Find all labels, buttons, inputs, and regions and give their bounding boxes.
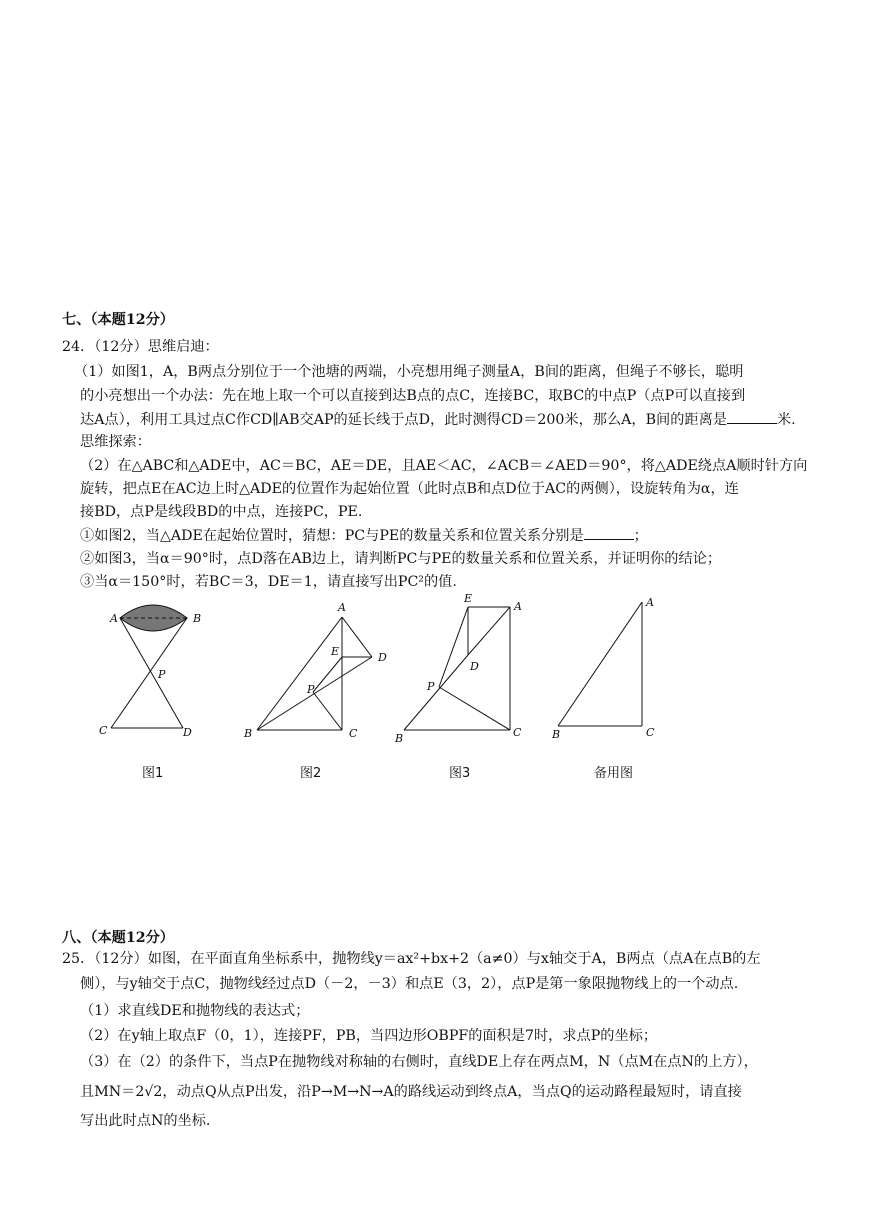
fig4-label-c: C [646,726,655,739]
q24-line-9-suffix: ； [633,528,648,544]
figure-3 [390,590,540,750]
fig1-label-p: P [158,668,166,681]
fig2-label-a: A [338,601,346,614]
q24-line-1: 24．（12分）思维启迪： [62,339,219,355]
fig2-label-d: D [378,651,387,664]
fig2-label-p: P [307,683,315,696]
caption-figure-1: 图1 [142,766,164,781]
fig3-label-p: P [427,680,435,693]
q24-line-9-text: ①如图2，当△ADE在起始位置时，猜想：PC与PE的数量关系和位置关系分别是 [80,528,584,544]
fig1-label-b: B [193,612,202,625]
fig4-label-a: A [646,596,654,609]
fig3-label-b: B [395,732,404,745]
q24-line-4-suffix: 米. [776,412,796,428]
section-heading-7: 七、（本题12分） [62,312,174,328]
fig2-label-e: E [331,645,340,658]
q24-line-8: 接BD，点P是线段BD的中点，连接PC，PE. [80,504,363,520]
q24-line-2: （1）如图1，A，B两点分别位于一个池塘的两端，小亮想用绳子测量A，B间的距离，但绳子不够长，聪明 [74,364,744,380]
caption-figure-backup: 备用图 [594,766,634,781]
fig2-label-c: C [349,727,358,740]
q24-line-7: 旋转，把点E在AC边上时△ADE的位置作为起始位置（此时点B和点D位于AC的两侧），设旋转角为α，连 [80,481,739,497]
q25-line-2: 侧），与y轴交于点C，抛物线经过点D（－2，－3）和点E（3，2），点P是第一象限抛物线上的一个动点. [80,976,739,992]
fig2-label-b: B [244,727,253,740]
fig3-label-c: C [513,726,522,739]
q25-line-3: （1）求直线DE和抛物线的表达式； [80,1003,310,1019]
q25-line-7: 写出此时点N的坐标. [80,1113,211,1129]
q24-line-5: 思维探索： [80,434,151,450]
q24-line-9 [80,525,648,546]
caption-figure-2: 图2 [300,766,322,781]
answer-blank-1[interactable] [727,409,777,424]
q24-line-3: 的小亮想出一个办法：先在地上取一个可以直接到达B点的点C，连接BC，取BC的中点P（点P可以直接到 [80,388,746,404]
q25-line-1: 25．（12分）如图，在平面直角坐标系中，抛物线y＝ax²+bx+2（a≠0）与x轴交于A，B两点（点A在点B的左 [62,951,761,967]
fig1-label-d: D [183,726,192,739]
fig3-label-d: D [470,660,479,673]
figure-1 [95,600,215,750]
q24-line-11: ③当α＝150°时，若BC＝3，DE＝1，请直接写出PC²的值. [80,574,457,590]
q24-line-10: ②如图3，当α＝90°时，点D落在AB边上，请判断PC与PE的数量关系和位置关系，并证明你的结论； [80,551,722,567]
section-heading-8: 八、（本题12分） [62,930,174,946]
fig3-label-e: E [464,592,473,605]
q25-line-4: （2）在y轴上取点F（0，1），连接PF，PB，当四边形OBPF的面积是7时，求点P的坐标； [80,1028,658,1044]
q25-line-5: （3）在（2）的条件下，当点P在抛物线对称轴的右侧时，直线DE上存在两点M，N（点M在点N的上方）， [80,1054,758,1070]
q24-line-4-text: 达A点），利用工具过点C作CD∥AB交AP的延长线于点D，此时测得CD＝200米，那么A，B间的距离是 [80,412,727,428]
q25-line-6: 且MN＝2√2，动点Q从点P出发，沿P→M→N→A的路线运动到终点A，当点Q的运动路程最短时，请直接 [80,1084,742,1100]
caption-figure-3: 图3 [449,766,471,781]
fig3-label-a: A [514,600,522,613]
answer-blank-2[interactable] [584,525,634,540]
q24-line-4 [80,409,796,430]
figure-backup [548,592,668,747]
fig1-label-a: A [110,612,118,625]
fig4-label-b: B [552,728,561,741]
q24-line-6: （2）在△ABC和△ADE中，AC＝BC，AE＝DE，且AE＜AC，∠ACB＝∠AED＝90°，将△ADE绕点A顺时针方向 [80,458,808,474]
figure-2 [235,595,395,750]
fig1-label-c: C [99,724,108,737]
